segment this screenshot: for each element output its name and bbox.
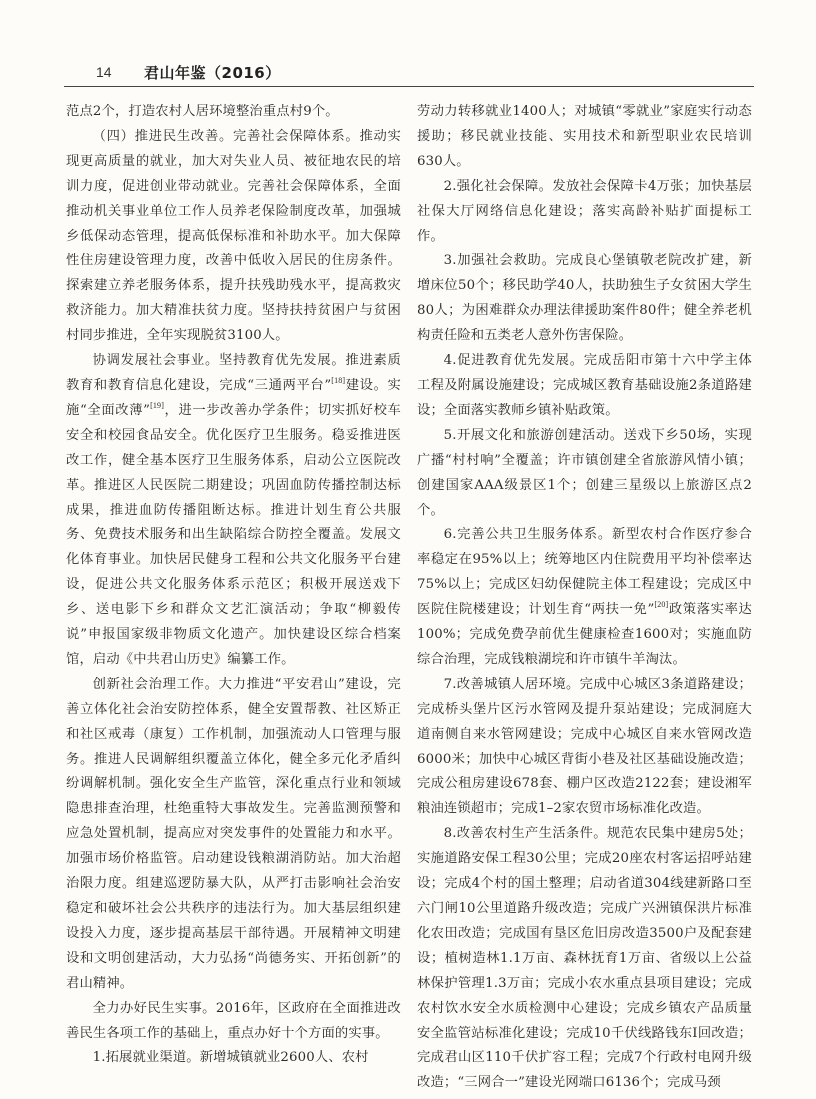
page-number: 14 <box>96 64 112 80</box>
paragraph: 5.开展文化和旅游创建活动。送戏下乡50场，实现广播“村村响”全覆盖；许市镇创建全省旅游风情小镇；创建国家AAA级景区1个；创建三星级以上旅游区点2个。 <box>417 427 752 518</box>
right-column <box>417 100 752 1096</box>
header-rule <box>64 86 754 87</box>
continued-paragraph: 范点2个，打造农村人居环境整治重点村9个。 <box>66 104 339 119</box>
paragraph: 8.改善农村生产生活条件。规范农民集中建房5处；实施道路安保工程30公里；完成20座农村客运招呼站建设；完成4个村的国土整理；启动省道304线建新路口至六门闸10公里道路升级改造；完成广兴洲镇保洪片标准化农田改造；完成国有垦区危旧房改造3500户及配套建设；植树造林1.1万亩、森林抚育1万亩、省级以上公益林保护管理1.3万亩；完成小农水重点县项目建设；完成农村饮水安全水质检测中心建设；完成乡镇农产品质量安全监管站标准化建设；完成10千伏线路钱东Ⅰ回改造；完成君山区110千伏扩容工程；完成7个行政村电网升级改造；“三网合一”建设光网端口6136个；完成马颈 <box>417 826 752 1091</box>
footnote-ref: [20] <box>654 600 669 610</box>
paragraph: 4.促进教育优先发展。完成岳阳市第十六中学主体工程及附属设施建设；完成城区教育基础设施2条道路建设；全面落实教师乡镇补贴政策。 <box>417 353 752 418</box>
book-title: 君山年鉴（2016） <box>144 64 281 82</box>
paragraph-text: 6.完善公共卫生服务体系。新型农村合作医疗参合率稳定在95%以上；统筹地区内住院费用平均补偿率达75%以上；完成区妇幼保健院主体工程建设；完成区中医院住院楼建设；计划生育“两扶一免” <box>417 527 752 618</box>
footnote-ref: [19] <box>150 400 165 410</box>
paragraph: （四）推进民生改善。完善社会保障体系。推动实现更高质量的就业，加大对失业人员、被征地农民的培训力度，促进创业带动就业。完善社会保障体系，全面推动机关事业单位工作人员养老保险制度改革，加强城乡低保动态管理，提高低保标准和补助水平。加大保障性住房建设管理力度，改善中低收入居民的住房条件。探索建立养老服务体系，提升扶残助残水平，提高救灾救济能力。加大精准扶贫力度。坚持扶持贫困户与贫困村同步推进，全年实现脱贫3100人。 <box>66 128 401 344</box>
left-column <box>66 100 401 1071</box>
paragraph-text: 建设。实施“全面改薄” <box>66 377 401 418</box>
paragraph: 2.强化社会保障。发放社会保障卡4万张；加快基层社保大厅网络信息化建设；落实高龄补贴扩面提标工作。 <box>417 178 752 244</box>
paragraph <box>417 523 752 672</box>
page-header <box>64 62 754 86</box>
footnote-ref: [18] <box>331 375 346 385</box>
paragraph: 3.加强社会救助。完成良心堡镇敬老院改扩建，新增床位50个；移民助学40人，扶助独生子女贫困大学生80人；为困难群众办理法律援助案件80件；健全养老机构责任险和五类老人意外伤害保险。 <box>417 253 752 344</box>
paragraph <box>66 349 401 673</box>
paragraph-text: 协调发展社会事业。坚持教育优先发展。推进素质教育和教育信息化建设，完成“三通两平台” <box>66 353 401 393</box>
paragraph-text: ，进一步改善办学条件；切实抓好校车安全和校园食品安全。优化医疗卫生服务。稳妥推进医改工作，健全基本医疗卫生服务体系，启动公立医院改革。推进区人民医院二期建设；巩固血防传播控制达标成果，推进血防传播阻断达标。推进计划生育公共服务、免费技术服务和出生缺陷综合防控全覆盖。发展文化体育事业。加快居民健身工程和公共文化服务平台建设，促进公共文化服务体系示范区；积极开展送戏下乡、送电影下乡和群众文艺汇演活动；争取“柳毅传说”申报国家级非物质文化遗产。加快建设区综合档案馆，启动《中共君山历史》编纂工作。 <box>66 402 401 667</box>
paragraph: 全力办好民生实事。2016年，区政府在全面推进改善民生各项工作的基础上，重点办好十个方面的实事。 <box>66 1000 401 1041</box>
paragraph: 7.改善城镇人居环境。完成中心城区3条道路建设；完成桥头堡片区污水管网及提升泵站建设；完成洞庭大道南侧自来水管网建设；完成中心城区自来水管网改造6000米；加快中心城区背街小巷及社区基础设施改造；完成公租房建设678套、棚户区改造2122套；建设湘军粮油连锁超市；完成1–2家农贸市场标准化改造。 <box>417 676 752 817</box>
paragraph: 创新社会治理工作。大力推进“平安君山”建设，完善立体化社会治安防控体系，健全安置帮教、社区矫正和社区戒毒（康复）工作机制，加强流动人口管理与服务。推进人民调解组织覆盖立体化，健全多元化矛盾纠纷调解机制。强化安全生产监管，深化重点行业和领域隐患排查治理，杜绝重特大事故发生。完善监测预警和应急处置机制，提高应对突发事件的处置能力和水平。加强市场价格监管。启动建设钱粮湖消防站。加大治超治限力度。组建巡逻防暴大队，从严打击影响社会治安稳定和破坏社会公共秩序的违法行为。加大基层组织建设投入力度，逐步提高基层干部待遇。开展精神文明建设和文明创建活动，大力弘扬“尚德务实、开拓创新”的君山精神。 <box>66 676 401 991</box>
paragraph-text: 政策落实率达100%；完成免费孕前优生健康检查1600对；实施血防综合治理，完成钱粮湖垸和许市镇牛羊淘汰。 <box>417 602 752 667</box>
paragraph: 1.拓展就业渠道。新增城镇就业2600人、农村 <box>92 1050 369 1066</box>
continued-paragraph: 劳动力转移就业1400人；对城镇“零就业”家庭实行动态援助；移民就业技能、实用技术和新型职业农民培训630人。 <box>417 104 752 169</box>
